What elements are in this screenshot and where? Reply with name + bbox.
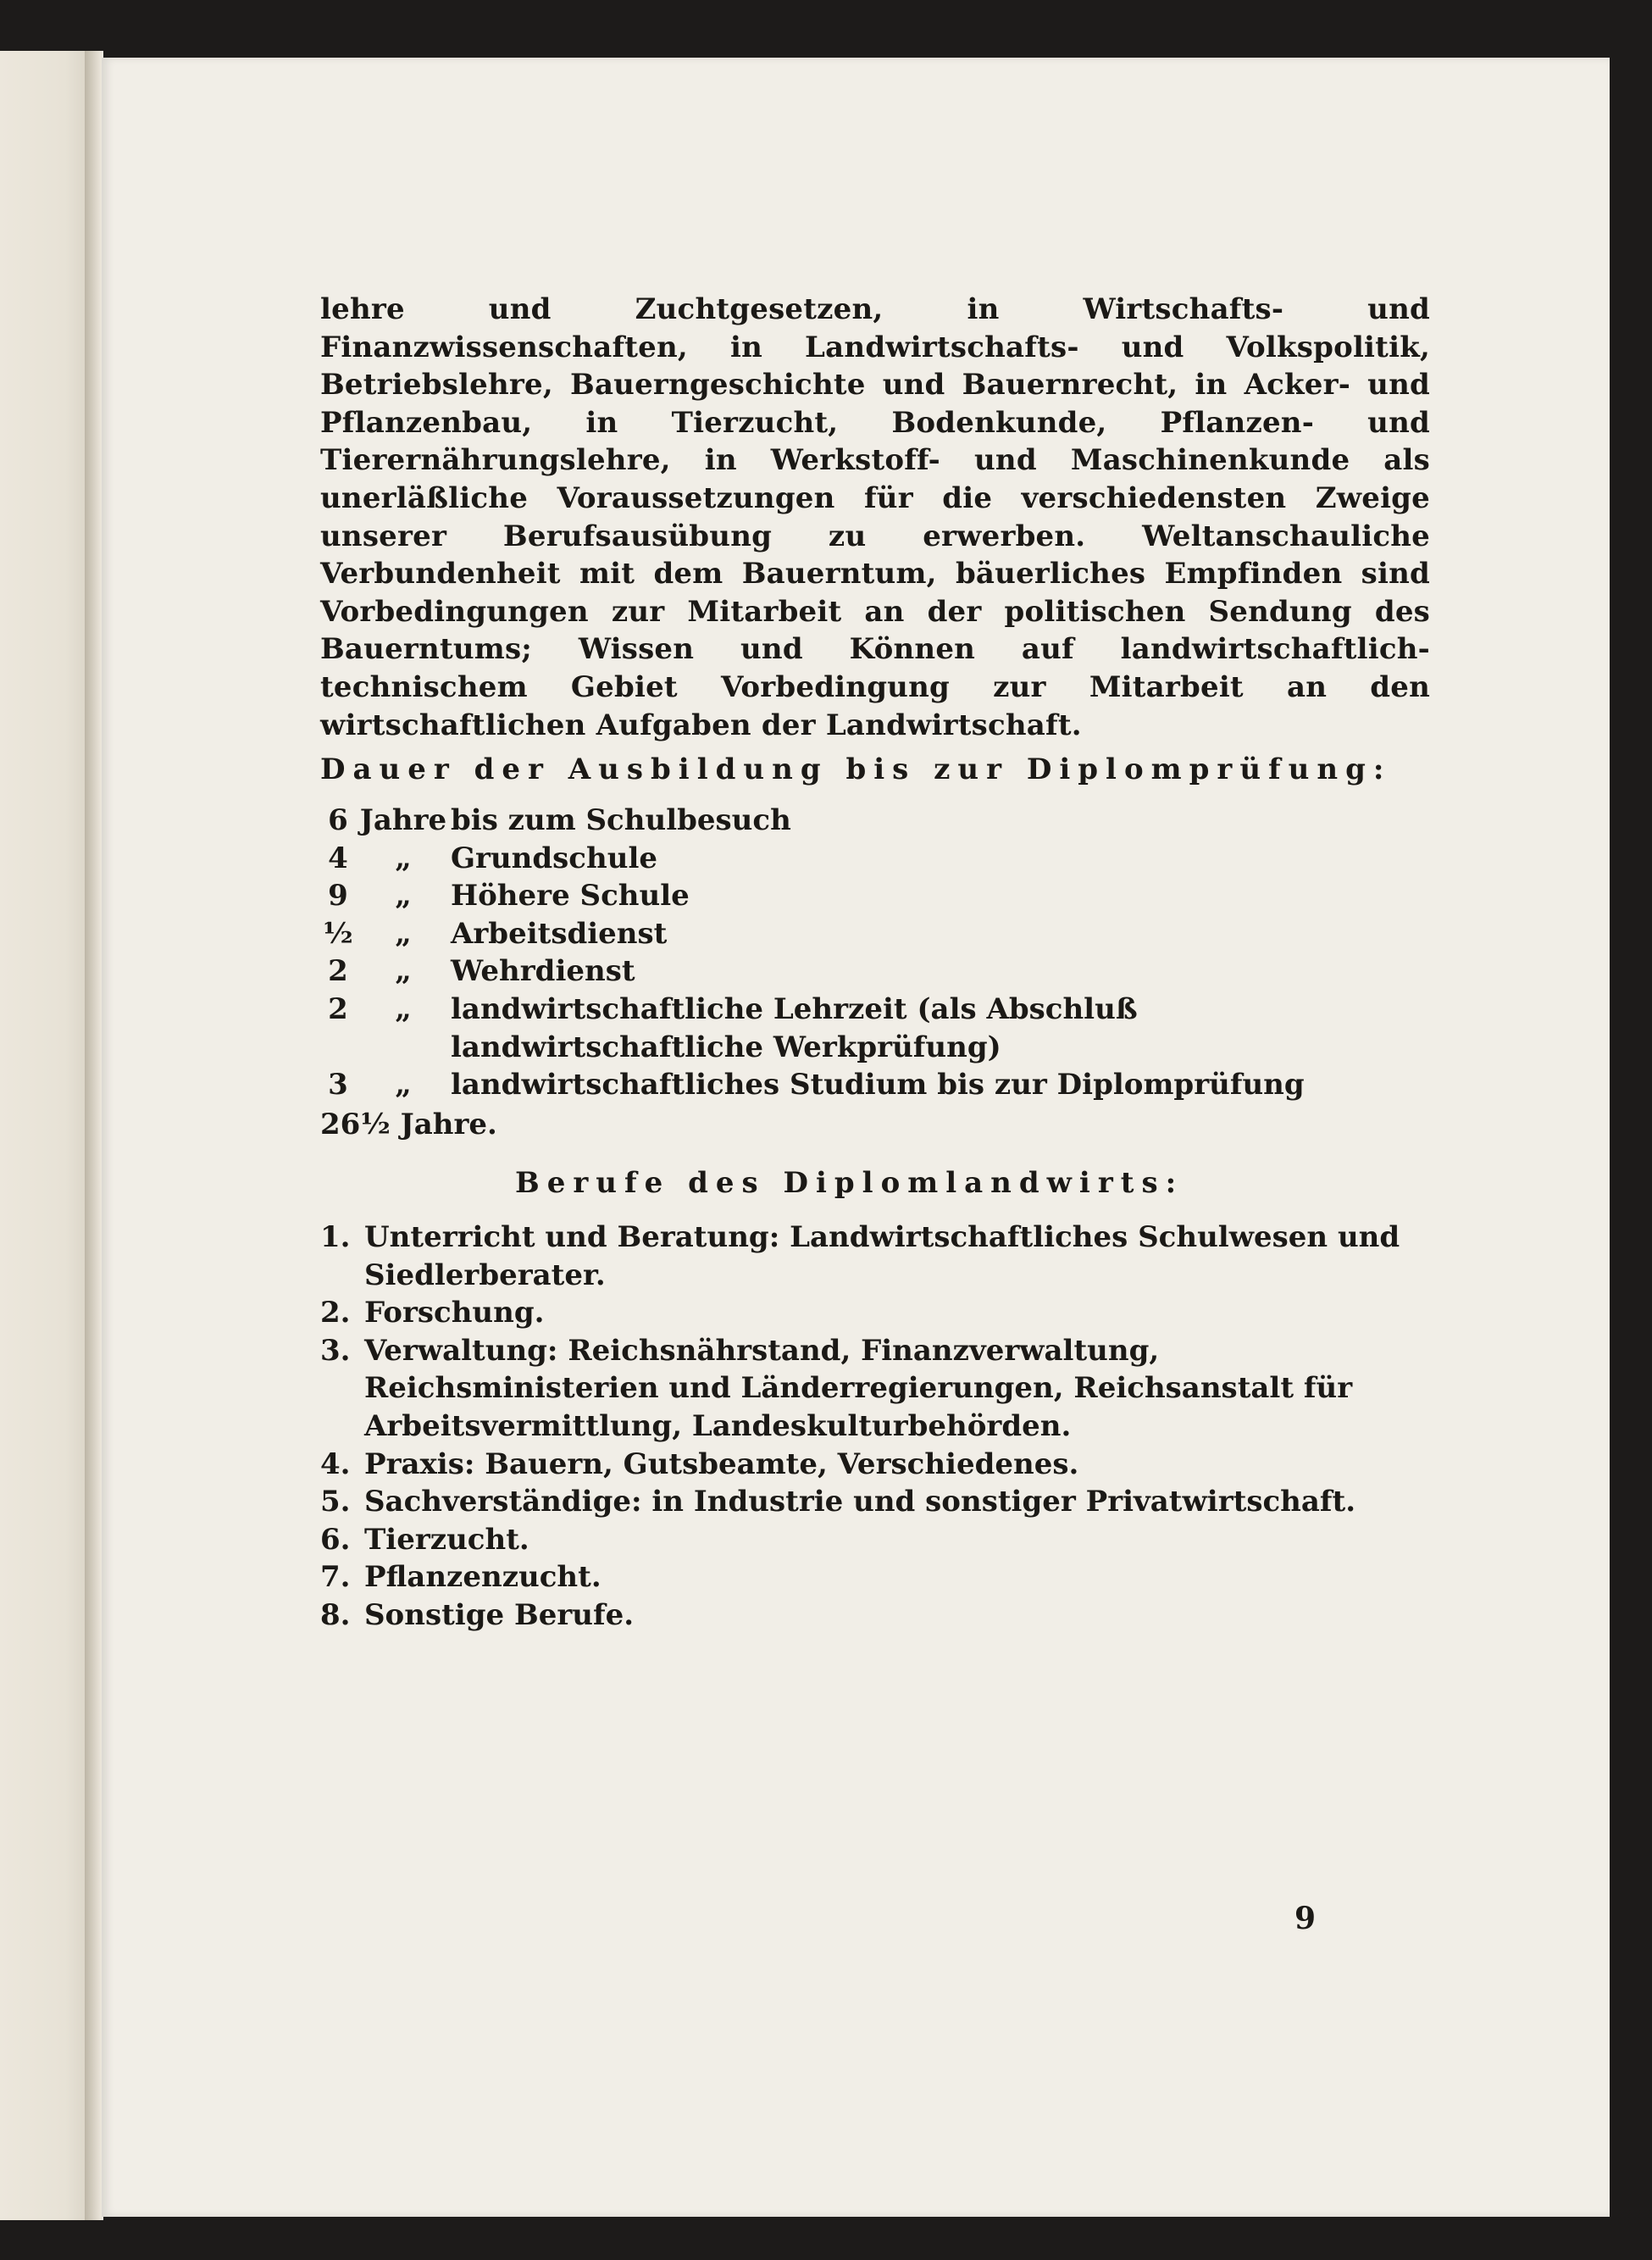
schedule-number: 2 (328, 954, 348, 989)
book-page (102, 58, 1610, 2217)
career-number: 7. (320, 1560, 351, 1595)
book-gutter (85, 51, 103, 2220)
schedule-unit: „ (395, 991, 412, 1026)
career-text: Unterricht und Beratung: Landwirtschaftliches Schulwesen und Siedlerberater. (364, 1220, 1400, 1292)
schedule-unit: „ (395, 916, 412, 951)
careers-heading: Berufe des Diplomlandwirts: (515, 1166, 1184, 1200)
schedule-number: 2 (328, 991, 348, 1026)
career-number: 1. (320, 1220, 351, 1254)
schedule-row (320, 1066, 1430, 1104)
schedule-number: 4 (328, 841, 348, 875)
career-number: 4. (320, 1447, 351, 1481)
schedule-row (320, 915, 1430, 953)
schedule-description: Höhere Schule (451, 879, 690, 913)
schedule-unit: Jahre (359, 803, 447, 837)
career-number: 2. (320, 1296, 351, 1330)
schedule-row (320, 991, 1430, 1066)
career-text: Sachverständige: in Industrie und sonstiger Privatwirtschaft. (364, 1485, 1356, 1519)
schedule-number: ½ (323, 916, 353, 951)
schedule-unit: „ (395, 954, 412, 989)
career-item (320, 1446, 1430, 1484)
career-item (320, 1219, 1430, 1294)
career-text: Verwaltung: Reichsnährstand, Finanzverwaltung, Reichsministerien und Länderregierungen, Reichsanstalt für Arbeitsvermittlung, Landeskulturbehörden. (364, 1333, 1353, 1443)
schedule-description: Arbeitsdienst (451, 916, 668, 951)
career-item (320, 1521, 1430, 1559)
schedule-description: bis zum Schulbesuch (451, 803, 791, 837)
schedule-number: 9 (328, 879, 348, 913)
schedule-unit: „ (395, 841, 412, 875)
career-item (320, 1332, 1430, 1446)
career-text: Praxis: Bauern, Gutsbeamte, Verschiedenes. (364, 1447, 1079, 1481)
schedule-unit: „ (395, 1068, 412, 1102)
left-page-edge (0, 51, 93, 2220)
schedule-number: 6 (328, 803, 348, 837)
schedule-unit: „ (395, 879, 412, 913)
careers-list (320, 1219, 1430, 1635)
schedule-description: Wehrdienst (451, 954, 635, 989)
career-text: Tierzucht. (364, 1522, 529, 1557)
career-text: Forschung. (364, 1296, 545, 1330)
career-text: Sonstige Berufe. (364, 1597, 635, 1632)
career-item (320, 1596, 1430, 1635)
career-item (320, 1294, 1430, 1332)
schedule-row (320, 802, 1430, 840)
schedule-row (320, 877, 1430, 915)
schedule-number: 3 (328, 1068, 348, 1102)
career-number: 8. (320, 1597, 351, 1632)
career-number: 5. (320, 1485, 351, 1519)
schedule-description: Grundschule (451, 841, 657, 875)
career-number: 6. (320, 1522, 351, 1557)
page-number: 9 (1294, 1901, 1317, 1936)
schedule-list (320, 802, 1430, 1143)
career-number: 3. (320, 1333, 351, 1368)
schedule-row (320, 952, 1430, 991)
schedule-description: landwirtschaftliches Studium bis zur Diplomprüfung (451, 1068, 1305, 1102)
body-paragraph: lehre und Zuchtgesetzen, in Wirtschafts- und Finanzwissenschaften, in Landwirtschafts- und Volkspolitik, Betriebslehre, Bauerngeschichte und Bauernrecht, in Acker- und Pflanzenbau, in Tierzucht, Bodenkunde, Pflanzen- und Tierernährungslehre, in Werkstoff- und Maschinenkunde als unerläßliche Voraussetzungen für die verschiedensten Zweige unserer Berufsausübung zu erwerben. Weltanschauliche Verbundenheit mit dem Bauerntum, bäuerliches Empfinden sind Vorbedingungen zur Mitarbeit an der politischen Sendung des Bauerntums; Wissen und Können auf landwirtschaftlich-technischem Gebiet Vorbedingung zur Mitarbeit an den wirtschaftlichen Aufgaben der Landwirtschaft. (320, 292, 1430, 742)
career-item (320, 1483, 1430, 1521)
career-item (320, 1558, 1430, 1596)
schedule-total: 26½ Jahre. (320, 1107, 497, 1141)
schedule-row (320, 840, 1430, 878)
schedule-description: landwirtschaftliche Lehrzeit (als Abschluß landwirtschaftliche Werkprüfung) (451, 991, 1138, 1064)
duration-heading: Dauer der Ausbildung bis zur Diplomprüfung: (320, 752, 1392, 786)
career-text: Pflanzenzucht. (364, 1560, 601, 1595)
